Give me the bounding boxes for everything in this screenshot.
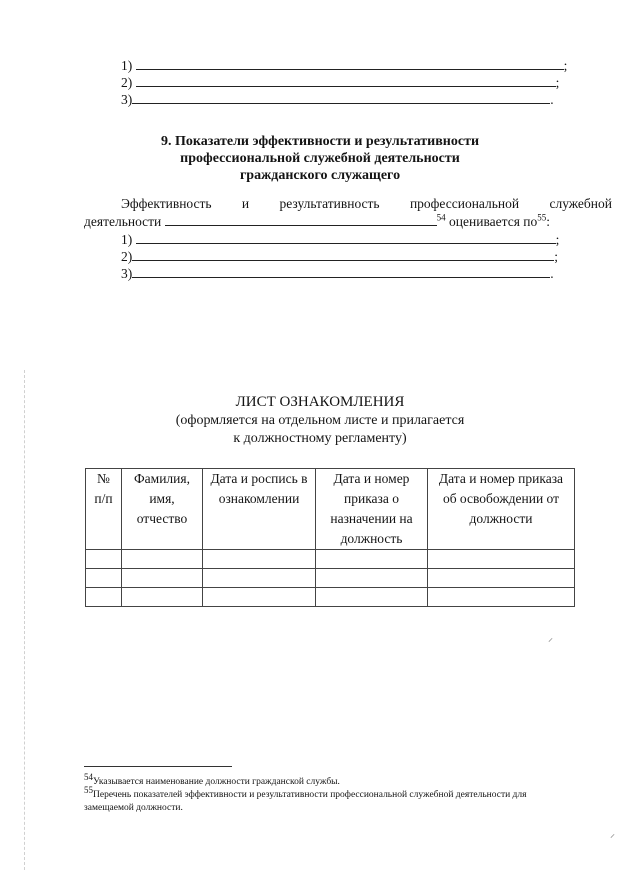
section-list-item-3 (121, 265, 554, 282)
table-row (86, 588, 575, 607)
table-cell (86, 569, 122, 588)
table-cell (86, 588, 122, 607)
list-punct: ; (563, 58, 568, 73)
table-cell (122, 550, 203, 569)
table-cell (203, 569, 316, 588)
footnote-mark: 54 (84, 771, 93, 782)
paragraph-line-2 (84, 213, 550, 230)
top-list-item-2 (121, 74, 559, 91)
table-cell (428, 550, 575, 569)
col-header-dismissal: Дата и номер приказа об освобождении от должности (428, 469, 575, 550)
list-punct: ; (555, 75, 560, 90)
list-number: 1) (121, 58, 133, 73)
top-list-item-1 (121, 57, 567, 74)
list-punct: ; (554, 249, 559, 264)
footnote-text: Указывается наименование должности гражданской службы. (93, 777, 340, 787)
ack-sheet-subtitle-1: (оформляется на отдельном листе и прилагается (175, 413, 465, 428)
list-number: 2) (121, 249, 133, 264)
para-word: профессиональной (409, 196, 520, 211)
footnote-55 (84, 784, 584, 802)
table-cell (316, 550, 428, 569)
fill-in-blank (132, 248, 554, 261)
list-punct: ; (555, 232, 560, 247)
fill-in-blank (136, 74, 556, 87)
table-cell (203, 588, 316, 607)
col-header-appointment: Дата и номер приказа о назначении на должность (316, 469, 428, 550)
top-list-item-3 (121, 91, 554, 108)
scan-mark: ⸝ (548, 633, 553, 644)
footnote-mark: 55 (84, 784, 93, 795)
list-number: 3) (121, 92, 133, 107)
ack-sheet-subtitle-2: к должностному регламенту) (233, 431, 407, 446)
table-cell (203, 550, 316, 569)
section-title-line-3: гражданского служащего (239, 168, 401, 183)
section-title-line-2: профессиональной служебной деятельности (180, 151, 460, 166)
fill-in-blank (136, 57, 564, 70)
para-word: результативность (279, 196, 380, 211)
section-list-item-2 (121, 248, 558, 265)
scan-mark: ⸝ (610, 829, 615, 840)
para-word: Эффективность (121, 196, 212, 211)
col-header-name: Фамилия, имя, отчество (122, 469, 203, 550)
table-cell (86, 550, 122, 569)
footnote-54 (84, 771, 584, 789)
table-cell (316, 569, 428, 588)
footnote-separator (84, 766, 232, 767)
footnote-text: замещаемой должности. (84, 803, 183, 813)
section-title-line-1: 9. Показатели эффективности и результативности (160, 134, 480, 149)
paragraph-line-1 (121, 196, 612, 212)
para-text: оценивается по (449, 214, 538, 229)
footnote-55-continued (84, 802, 584, 815)
fill-in-blank (132, 265, 550, 278)
footnote-text: Перечень показателей эффективности и результативности профессиональной служебной деятельности для (93, 790, 527, 800)
table-cell (428, 588, 575, 607)
fill-in-blank (132, 91, 550, 104)
list-number: 1) (121, 232, 133, 247)
para-word: и (241, 196, 250, 211)
list-number: 2) (121, 75, 133, 90)
ack-table (85, 468, 575, 607)
footnote-ref-54: 54 (436, 212, 446, 223)
list-punct: . (550, 266, 554, 281)
para-punct: : (546, 214, 551, 229)
table-cell (316, 588, 428, 607)
table-row (86, 569, 575, 588)
table-cell (122, 588, 203, 607)
fill-in-blank (136, 231, 556, 244)
col-header-number: № п/п (86, 469, 122, 550)
fill-in-blank (165, 213, 437, 226)
table-cell (428, 569, 575, 588)
para-text: деятельности (84, 214, 162, 229)
footnote-ref-55: 55 (537, 212, 547, 223)
section-list-item-1 (121, 231, 559, 248)
list-number: 3) (121, 266, 133, 281)
col-header-signature: Дата и роспись в ознакомлении (203, 469, 316, 550)
ack-sheet-title: ЛИСТ ОЗНАКОМЛЕНИЯ (235, 394, 405, 410)
list-punct: . (550, 92, 554, 107)
table-row (86, 550, 575, 569)
table-cell (122, 569, 203, 588)
ack-table-header-row (86, 469, 575, 550)
para-word: служебной (549, 196, 612, 211)
